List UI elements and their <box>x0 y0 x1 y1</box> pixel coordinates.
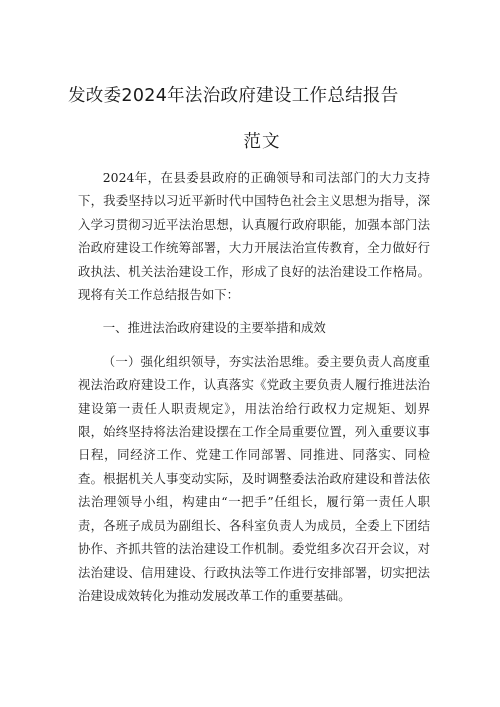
document-subtitle: 范文 <box>243 132 281 152</box>
section-paragraph: （一）强化组织领导，夯实法治思维。委主要负责人高度重视法治政府建设工作，认真落实《党政主要负责人履行推进法治建设第一责任人职责规定》，用法治给行政权力定规矩、划界限，始终坚持将法治建设摆在工作全局重要位置，列入重要议事日程，同经济工作、党建工作同部署、同推进、同落实、同检查。根据机关人事变动实际，及时调整委法治政府建设和普法依法治理领导小组，构建由“一把手”任组长，履行第一责任人职责，各班子成员为副组长、各科室负责人为成员，全委上下团结协作、齐抓共管的法治建设工作机制。委党组多次召开会议，对法治建设、信用建设、行政执法等工作进行安排部署，切实把法治建设成效转化为推动发展改革工作的重要基础。 <box>78 353 430 603</box>
document-body <box>78 166 430 607</box>
intro-paragraph: 2024年，在县委县政府的正确领导和司法部门的大力支持下，我委坚持以习近平新时代中国特色社会主义思想为指导，深入学习贯彻习近平法治思想，认真履行政府职能，加强本部门法治政府建设工作统筹部署，大力开展法治宣传教育，全力做好行政执法、机关法治建设工作，形成了良好的法治建设工作格局。现将有关工作总结报告如下： <box>78 170 430 303</box>
section-heading: 一、推进法治政府建设的主要举措和成效 <box>102 320 326 336</box>
document-title: 发改委2024年法治政府建设工作总结报告 <box>68 86 399 106</box>
